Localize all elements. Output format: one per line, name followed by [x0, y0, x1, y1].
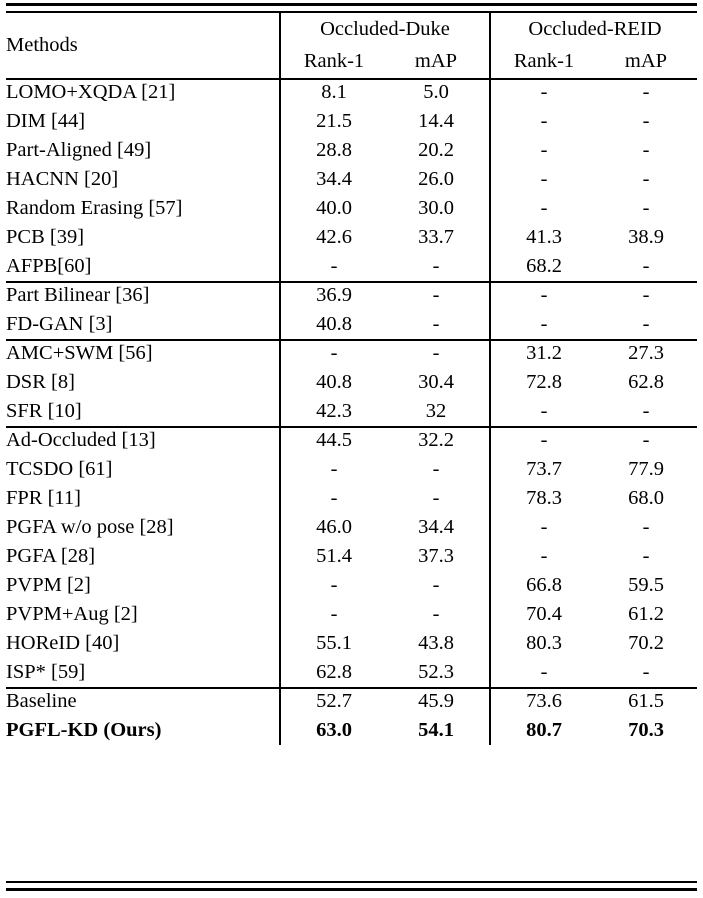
cell-duke-rank1: 63.0: [316, 719, 352, 742]
cell-reid-map: -: [642, 400, 650, 423]
cell-duke-rank1: 42.6: [316, 226, 352, 249]
cell-duke-map: 52.3: [418, 661, 454, 684]
cell-reid-rank1: -: [540, 545, 548, 568]
cell-reid-map: 61.5: [628, 690, 664, 713]
cell-reid-map: 62.8: [628, 371, 664, 394]
cell-reid-map: -: [642, 197, 650, 220]
table-row: [6, 136, 697, 165]
cell-reid-map: -: [642, 139, 650, 162]
table-row: [6, 484, 697, 513]
block-separator-rule-4: [6, 687, 697, 689]
column-group-header-occluded-duke: Occluded-Duke: [320, 17, 450, 40]
table-row: [6, 542, 697, 571]
table-top-rule-thick: [6, 3, 697, 6]
cell-duke-map: 43.8: [418, 632, 454, 655]
cell-duke-rank1: 8.1: [321, 81, 347, 104]
cell-reid-map: -: [642, 545, 650, 568]
column-header-reid-rank1: Rank-1: [513, 50, 575, 73]
table-row: [6, 426, 697, 455]
cell-duke-rank1: 42.3: [316, 400, 352, 423]
cell-reid-map: 59.5: [628, 574, 664, 597]
cell-reid-map: -: [642, 81, 650, 104]
cell-reid-map: 61.2: [628, 603, 664, 626]
cell-duke-map: 54.1: [418, 719, 454, 742]
cell-duke-map: 20.2: [418, 139, 454, 162]
results-table: [6, 13, 697, 745]
cell-reid-map: -: [642, 168, 650, 191]
cell-reid-map: 38.9: [628, 226, 664, 249]
table-row: [6, 281, 697, 310]
cell-reid-rank1: -: [540, 661, 548, 684]
cell-reid-rank1: 68.2: [526, 255, 562, 278]
cell-method-name: DSR [8]: [6, 371, 75, 394]
cell-duke-map: 5.0: [423, 81, 449, 104]
cell-duke-rank1: 55.1: [316, 632, 352, 655]
cell-duke-rank1: 40.8: [316, 371, 352, 394]
cell-reid-rank1: -: [540, 81, 548, 104]
cell-duke-map: -: [432, 342, 440, 365]
column-group-header-occluded-reid: Occluded-REID: [528, 17, 662, 40]
block-separator-rule-3: [6, 426, 697, 428]
table-row: [6, 397, 697, 426]
cell-reid-rank1: 73.6: [526, 690, 562, 713]
cell-duke-rank1: 36.9: [316, 284, 352, 307]
cell-duke-rank1: 28.8: [316, 139, 352, 162]
cell-reid-rank1: -: [540, 516, 548, 539]
cell-duke-rank1: 21.5: [316, 110, 352, 133]
cell-duke-rank1: 52.7: [316, 690, 352, 713]
table-row: [6, 252, 697, 281]
cell-duke-map: 14.4: [418, 110, 454, 133]
cell-reid-rank1: 41.3: [526, 226, 562, 249]
cell-reid-map: -: [642, 429, 650, 452]
cell-reid-rank1: 80.3: [526, 632, 562, 655]
cell-duke-map: 30.4: [418, 371, 454, 394]
header-group-row: [6, 13, 697, 45]
cell-reid-rank1: 31.2: [526, 342, 562, 365]
cell-method-name: PGFA [28]: [6, 545, 96, 568]
cell-method-name: Part Bilinear [36]: [6, 284, 150, 307]
cell-duke-map: 45.9: [418, 690, 454, 713]
column-group-divider-1: [279, 13, 281, 745]
cell-duke-rank1: 40.8: [316, 313, 352, 336]
cell-duke-map: 26.0: [418, 168, 454, 191]
cell-duke-map: -: [432, 603, 440, 626]
cell-method-name: SFR [10]: [6, 400, 82, 423]
cell-method-name: DIM [44]: [6, 110, 86, 133]
cell-reid-rank1: 80.7: [526, 719, 562, 742]
cell-reid-rank1: -: [540, 284, 548, 307]
table-row: [6, 571, 697, 600]
table-row: [6, 78, 697, 107]
cell-duke-rank1: -: [330, 603, 338, 626]
cell-duke-map: 34.4: [418, 516, 454, 539]
cell-duke-rank1: -: [330, 458, 338, 481]
block-separator-rule-2: [6, 339, 697, 341]
cell-method-name: FPR [11]: [6, 487, 81, 510]
cell-method-name: Random Erasing [57]: [6, 197, 183, 220]
cell-method-name: LOMO+XQDA [21]: [6, 81, 176, 104]
table-row: [6, 716, 697, 745]
cell-duke-rank1: 62.8: [316, 661, 352, 684]
cell-duke-map: -: [432, 313, 440, 336]
table-head: [6, 13, 697, 78]
cell-reid-rank1: 66.8: [526, 574, 562, 597]
cell-reid-rank1: -: [540, 429, 548, 452]
header-separator-rule: [6, 78, 697, 80]
cell-reid-map: 70.3: [628, 719, 664, 742]
table-row: [6, 223, 697, 252]
cell-duke-rank1: -: [330, 574, 338, 597]
cell-reid-map: -: [642, 110, 650, 133]
cell-method-name: PGFA w/o pose [28]: [6, 516, 174, 539]
cell-duke-map: -: [432, 255, 440, 278]
cell-method-name: HACNN [20]: [6, 168, 119, 191]
cell-duke-map: 33.7: [418, 226, 454, 249]
cell-reid-map: -: [642, 313, 650, 336]
cell-method-name: AFPB[60]: [6, 255, 92, 278]
cell-reid-map: 27.3: [628, 342, 664, 365]
table-row: [6, 513, 697, 542]
cell-reid-rank1: -: [540, 168, 548, 191]
table-bottom-rule-thin: [6, 881, 697, 883]
table-row: [6, 368, 697, 397]
cell-reid-rank1: -: [540, 400, 548, 423]
table-row: [6, 687, 697, 716]
cell-reid-rank1: 78.3: [526, 487, 562, 510]
column-header-methods: Methods: [6, 34, 78, 57]
cell-duke-rank1: -: [330, 487, 338, 510]
cell-duke-rank1: -: [330, 255, 338, 278]
column-group-divider-2: [489, 13, 491, 745]
cell-duke-rank1: 51.4: [316, 545, 352, 568]
table-row: [6, 165, 697, 194]
cell-duke-rank1: 40.0: [316, 197, 352, 220]
cell-method-name: TCSDO [61]: [6, 458, 113, 481]
table-row: [6, 310, 697, 339]
cell-duke-rank1: -: [330, 342, 338, 365]
cell-reid-map: -: [642, 516, 650, 539]
cell-duke-map: 37.3: [418, 545, 454, 568]
table-row: [6, 339, 697, 368]
cell-reid-map: 68.0: [628, 487, 664, 510]
cell-reid-rank1: -: [540, 139, 548, 162]
cell-reid-rank1: -: [540, 110, 548, 133]
table-row: [6, 658, 697, 687]
cell-method-name: FD-GAN [3]: [6, 313, 113, 336]
cell-duke-map: 30.0: [418, 197, 454, 220]
cell-method-name: PGFL-KD (Ours): [6, 719, 162, 742]
cell-duke-map: 32.2: [418, 429, 454, 452]
cell-reid-rank1: -: [540, 197, 548, 220]
cell-reid-rank1: -: [540, 313, 548, 336]
table-row: [6, 194, 697, 223]
column-header-reid-map: mAP: [624, 50, 668, 73]
cell-reid-map: -: [642, 255, 650, 278]
cell-method-name: AMC+SWM [56]: [6, 342, 153, 365]
column-header-duke-rank1: Rank-1: [303, 50, 365, 73]
cell-reid-map: -: [642, 284, 650, 307]
cell-reid-rank1: 72.8: [526, 371, 562, 394]
cell-duke-rank1: 34.4: [316, 168, 352, 191]
cell-duke-map: -: [432, 574, 440, 597]
cell-method-name: Part-Aligned [49]: [6, 139, 152, 162]
cell-duke-rank1: 46.0: [316, 516, 352, 539]
table-row: [6, 107, 697, 136]
table-row: [6, 600, 697, 629]
table-row: [6, 629, 697, 658]
cell-reid-map: -: [642, 661, 650, 684]
cell-method-name: Ad-Occluded [13]: [6, 429, 156, 452]
table-bottom-rule-thick: [6, 888, 697, 891]
cell-duke-rank1: 44.5: [316, 429, 352, 452]
cell-reid-map: 70.2: [628, 632, 664, 655]
table-body: [6, 78, 697, 745]
cell-duke-map: -: [432, 284, 440, 307]
cell-duke-map: 32: [425, 400, 447, 423]
cell-duke-map: -: [432, 458, 440, 481]
column-header-duke-map: mAP: [414, 50, 458, 73]
cell-method-name: PCB [39]: [6, 226, 85, 249]
cell-method-name: PVPM+Aug [2]: [6, 603, 138, 626]
cell-reid-rank1: 70.4: [526, 603, 562, 626]
cell-method-name: ISP* [59]: [6, 661, 86, 684]
cell-method-name: Baseline: [6, 690, 77, 713]
cell-method-name: HOReID [40]: [6, 632, 120, 655]
cell-method-name: PVPM [2]: [6, 574, 91, 597]
cell-duke-map: -: [432, 487, 440, 510]
cell-reid-map: 77.9: [628, 458, 664, 481]
block-separator-rule-1: [6, 281, 697, 283]
table-row: [6, 455, 697, 484]
cell-reid-rank1: 73.7: [526, 458, 562, 481]
